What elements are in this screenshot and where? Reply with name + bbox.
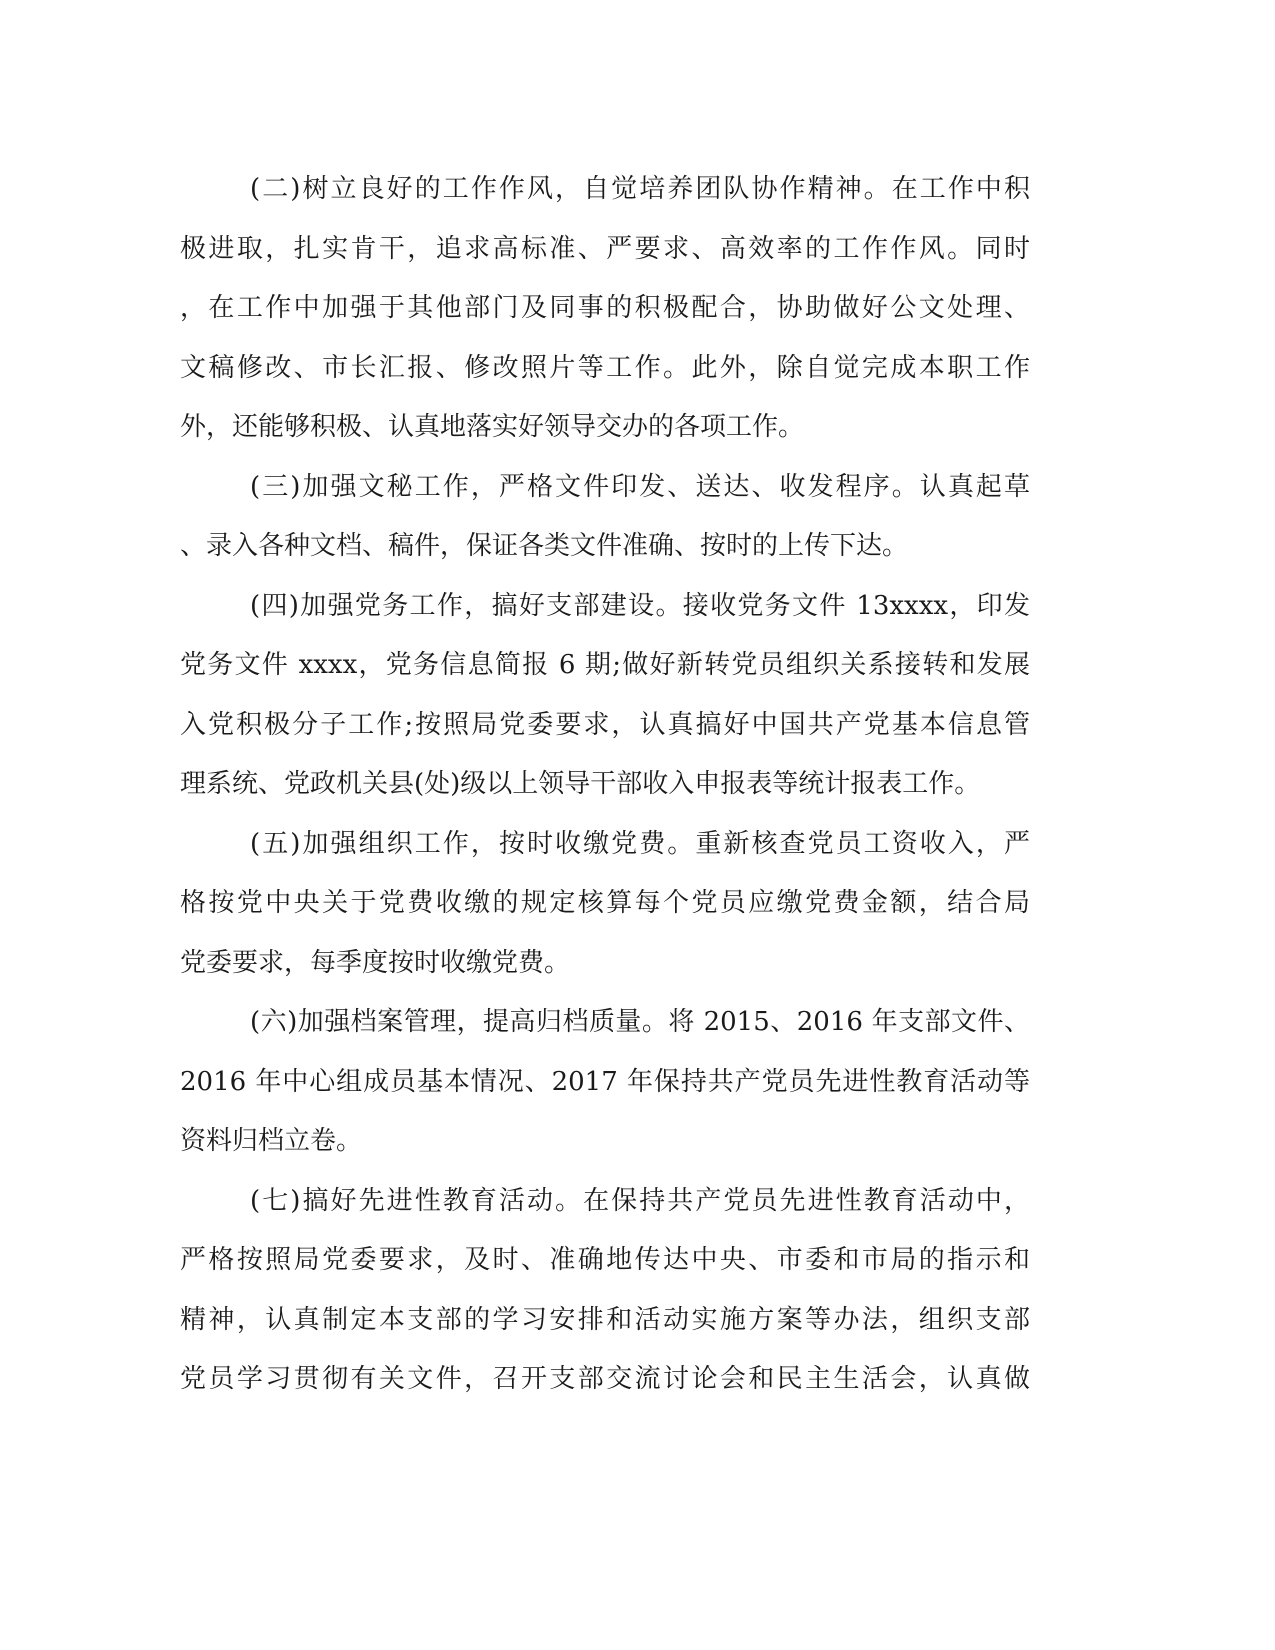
text-line: 、录入各种文档、稿件，保证各类文件准确、按时的上传下达。 <box>180 531 909 561</box>
text-line: (二)树立良好的工作作风，自觉培养团队协作精神。在工作中积 <box>250 174 1030 204</box>
text-line: 文稿修改、市长汇报、修改照片等工作。此外，除自觉完成本职工作 <box>180 352 1030 383</box>
text-line: (七)搞好先进性教育活动。在保持共产党员先进性教育活动中， <box>250 1185 1030 1216</box>
text-line: 党委要求，每季度按时收缴党费。 <box>180 947 571 978</box>
paragraph-4 <box>180 577 1030 815</box>
paragraph-3 <box>180 458 1030 577</box>
text-line: 精神，认真制定本支部的学习安排和活动实施方案等办法，组织支部 <box>180 1304 1030 1335</box>
paragraph-2 <box>180 160 1030 458</box>
text-line: 严格按照局党委要求，及时、准确地传达中央、市委和市局的指示和 <box>180 1245 1030 1275</box>
text-line: 极进取，扎实肯干，追求高标准、严要求、高效率的工作作风。同时 <box>180 233 1030 264</box>
text-line: 党务文件 xxxx，党务信息简报 6 期;做好新转党员组织关系接转和发展 <box>180 650 1030 680</box>
text-line: (四)加强党务工作，搞好支部建设。接收党务文件 13xxxx，印发 <box>250 590 1030 621</box>
text-line: 党员学习贯彻有关文件，召开支部交流讨论会和民主生活会，认真做 <box>180 1364 1030 1394</box>
text-line: ，在工作中加强于其他部门及同事的积极配合，协助做好公文处理、 <box>180 293 1030 323</box>
text-line: 格按党中央关于党费收缴的规定核算每个党员应缴党费金额，结合局 <box>180 888 1030 918</box>
paragraph-5 <box>180 815 1030 994</box>
text-line: (六)加强档案管理，提高归档质量。将 2015、2016 年支部文件、 <box>250 1007 1030 1037</box>
text-line: 资料归档立卷。 <box>180 1126 363 1156</box>
text-line: 2016 年中心组成员基本情况、2017 年保持共产党员先进性教育活动等 <box>180 1066 1030 1097</box>
paragraph-7 <box>180 1172 1030 1410</box>
text-line: (三)加强文秘工作，严格文件印发、送达、收发程序。认真起草 <box>250 471 1030 502</box>
text-line: (五)加强组织工作，按时收缴党费。重新核查党员工资收入，严 <box>250 828 1030 859</box>
document-body <box>180 160 1030 1410</box>
text-line: 外，还能够积极、认真地落实好领导交办的各项工作。 <box>180 412 805 442</box>
paragraph-6 <box>180 993 1030 1172</box>
text-line: 入党积极分子工作;按照局党委要求，认真搞好中国共产党基本信息管 <box>180 709 1030 740</box>
text-line: 理系统、党政机关县(处)级以上领导干部收入申报表等统计报表工作。 <box>180 769 981 799</box>
